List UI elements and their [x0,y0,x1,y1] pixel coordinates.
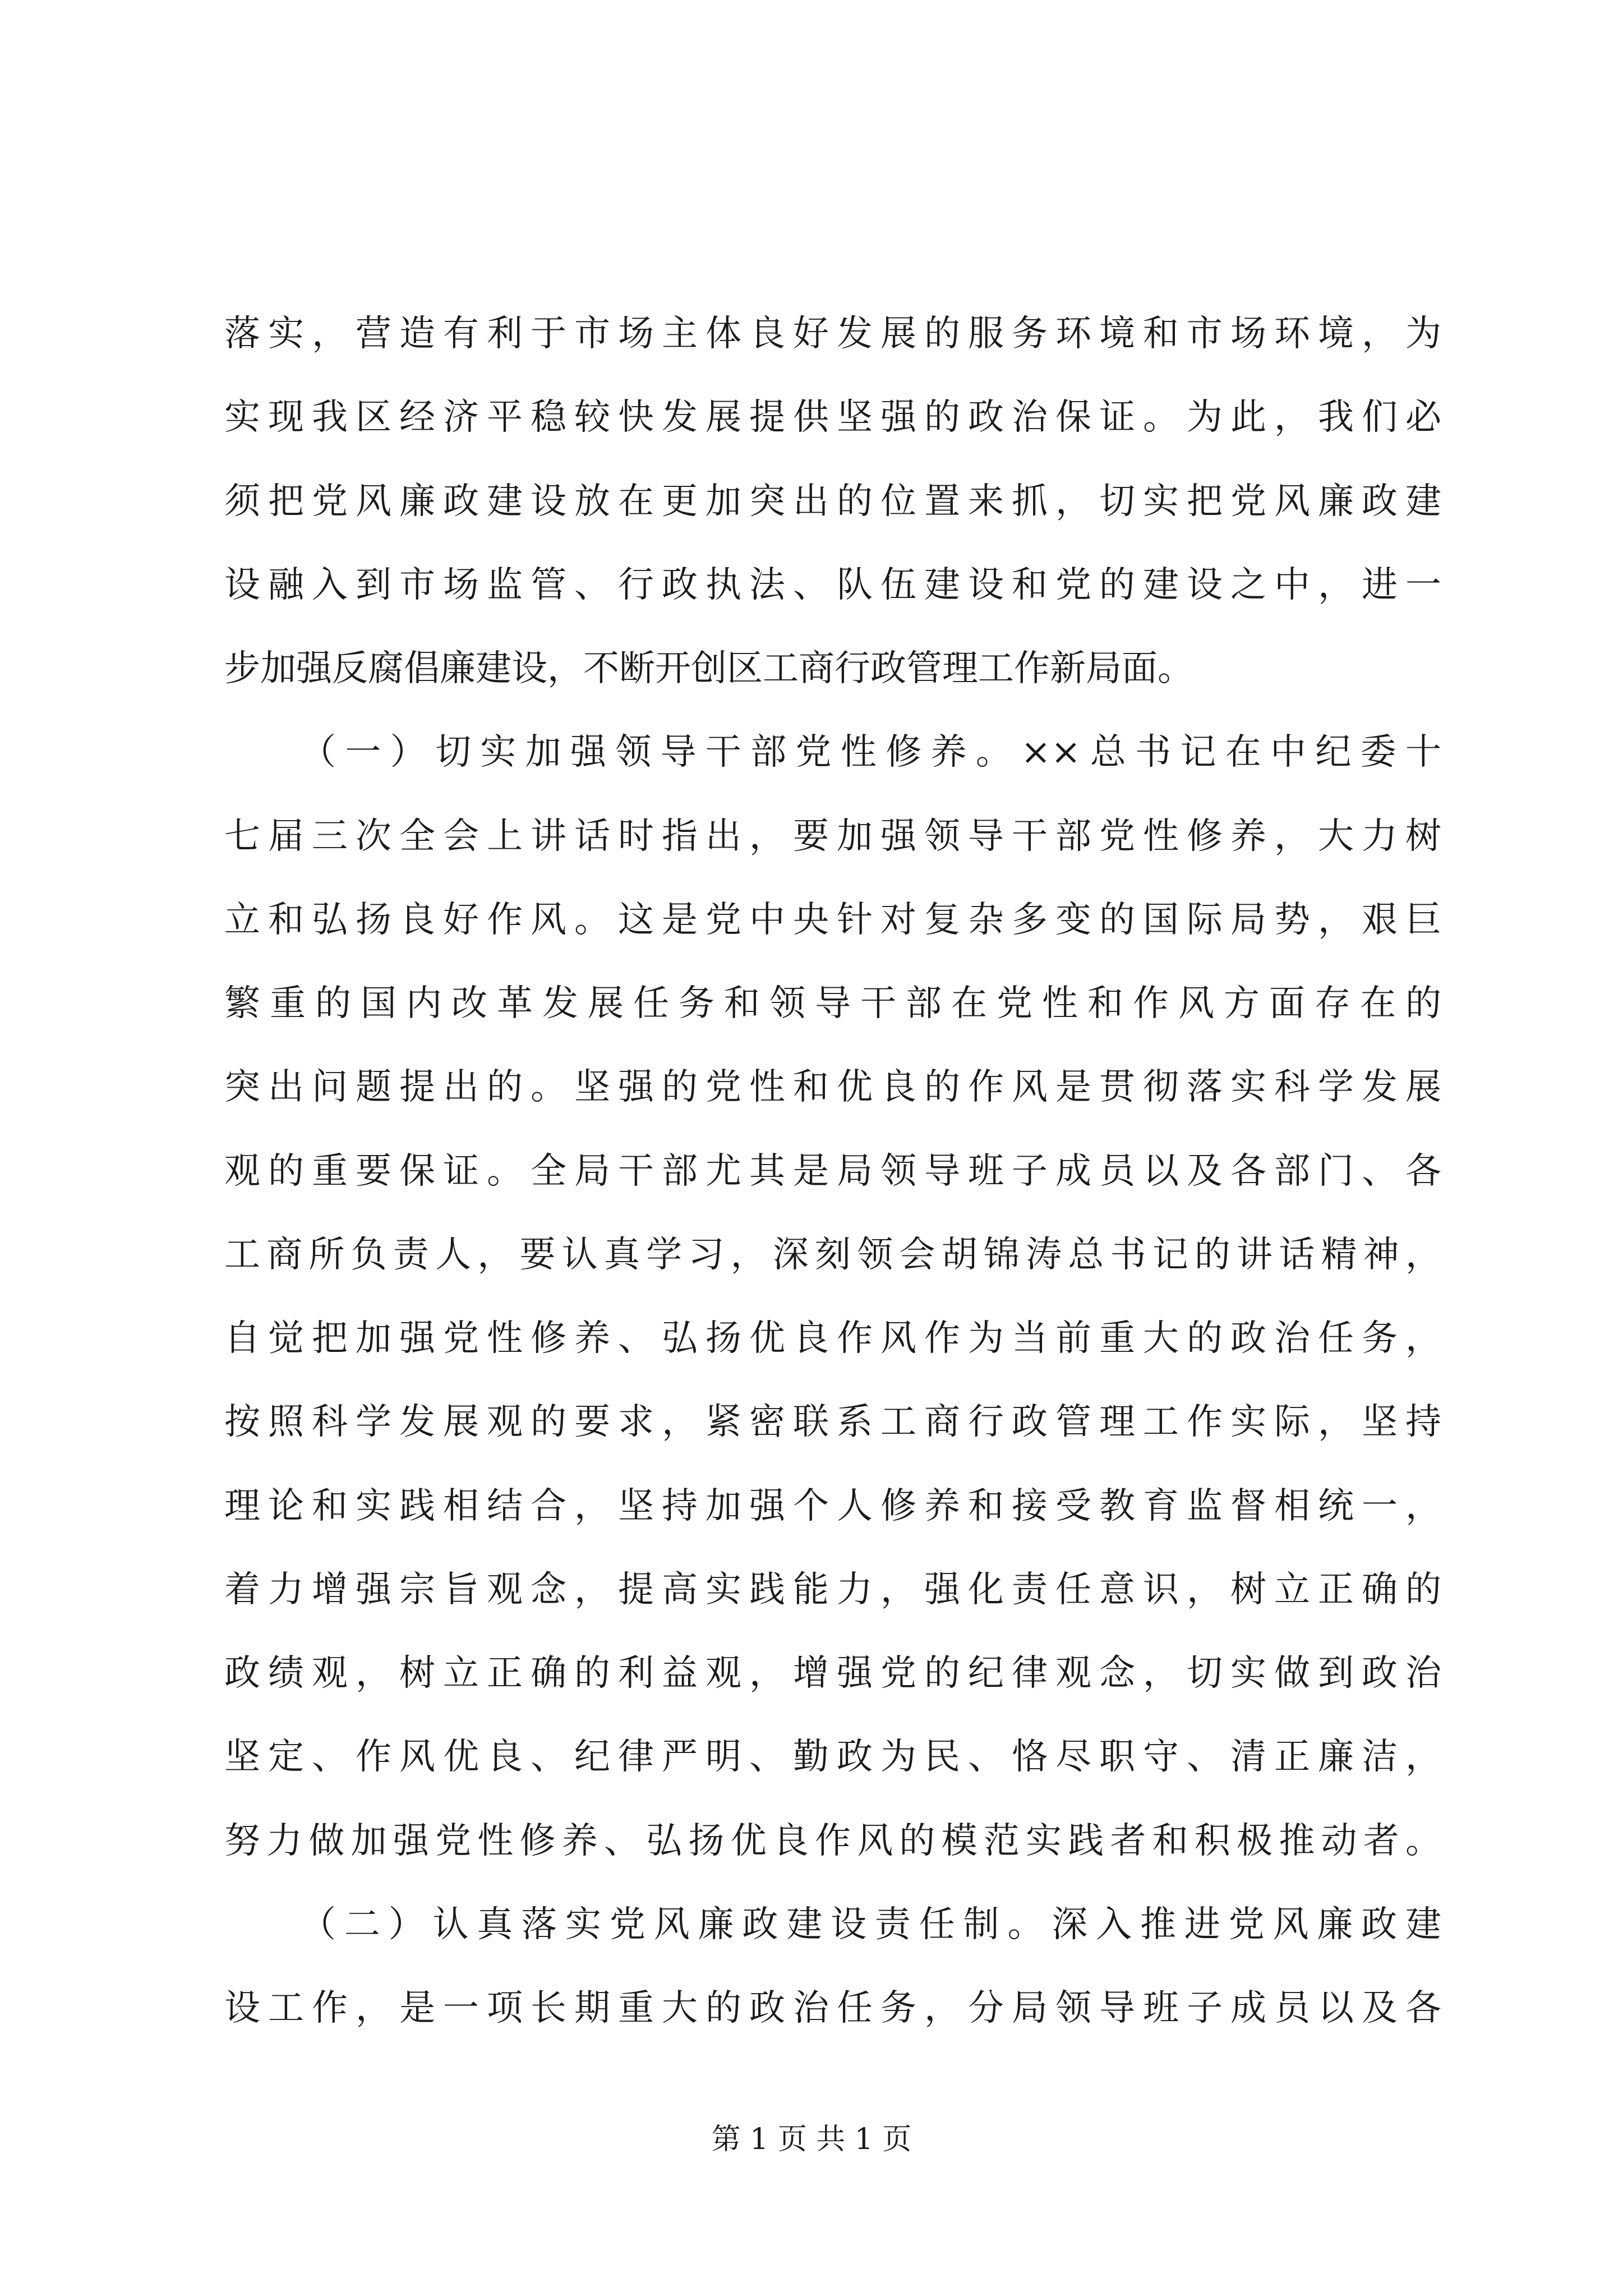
body-text-line: 步加强反腐倡廉建设，不断开创区工商行政管理工作新局面。 [224,648,1193,690]
body-text-line: 工商所负责人，要认真学习，深刻领会胡锦涛总书记的讲话精神， [224,1234,1441,1276]
body-text-line: 政绩观，树立正确的利益观，增强党的纪律观念，切实做到政治 [224,1653,1441,1695]
body-text-line: 观的重要保证。全局干部尤其是局领导班子成员以及各部门、各 [224,1150,1441,1192]
body-text-line: 着力增强宗旨观念，提高实践能力，强化责任意识，树立正确的 [224,1568,1441,1611]
body-text-line: 设融入到市场监管、行政执法、队伍建设和党的建设之中，进一 [224,564,1441,606]
body-text-line: 自觉把加强党性修养、弘扬优良作风作为当前重大的政治任务， [224,1318,1441,1360]
body-text-line: 按照科学发展观的要求，紧密联系工商行政管理工作实际，坚持 [224,1401,1441,1443]
body-text-line: 坚定、作风优良、纪律严明、勤政为民、恪尽职守、清正廉洁， [224,1736,1441,1778]
body-text-line: 须把党风廉政建设放在更加突出的位置来抓，切实把党风廉政建 [224,480,1441,522]
paragraph-heading-line: （二）认真落实党风廉政建设责任制。深入推进党风廉政建 [300,1903,1441,1945]
body-text-line: 努力做加强党性修养、弘扬优良作风的模范实践者和积极推动者。 [224,1820,1441,1862]
body-text-line: 设工作，是一项长期重大的政治任务，分局领导班子成员以及各 [224,1987,1441,2030]
paragraph-heading-line: （一）切实加强领导干部党性修养。××总书记在中纪委十 [300,731,1441,774]
body-text-line: 落实，营造有利于市场主体良好发展的服务环境和市场环境，为 [224,313,1441,355]
body-text-line: 实现我区经济平稳较快发展提供坚强的政治保证。为此，我们必 [224,397,1441,439]
body-text-line: 理论和实践相结合，坚持加强个人修养和接受教育监督相统一， [224,1485,1441,1527]
body-text-line: 七届三次全会上讲话时指出，要加强领导干部党性修养，大力树 [224,815,1441,857]
body-text-line: 繁重的国内改革发展任务和领导干部在党性和作风方面存在的 [224,983,1441,1025]
body-text-line: 突出问题提出的。坚强的党性和优良的作风是贯彻落实科学发展 [224,1066,1441,1108]
body-text-line: 立和弘扬良好作风。这是党中央针对复杂多变的国际局势，艰巨 [224,899,1441,941]
page-number-footer: 第 1 页 共 1 页 [711,2123,912,2156]
